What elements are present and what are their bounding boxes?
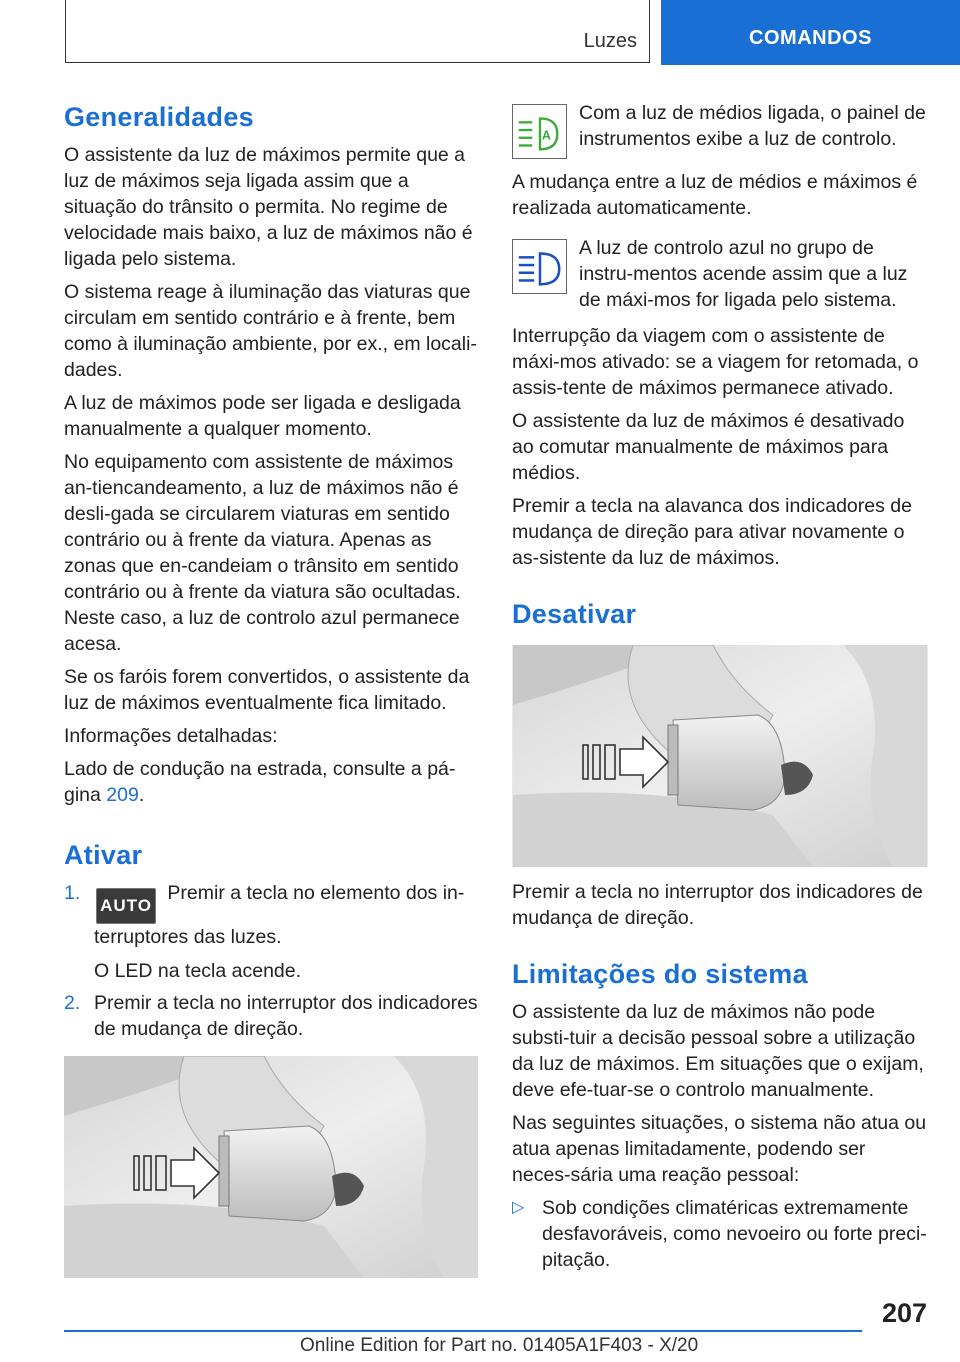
list-item-text: Sob condições climatéricas extremamente desfavoráveis, como nevoeiro ou forte preci-pitação. — [542, 1197, 927, 1271]
paragraph: Nas seguintes situações, o sistema não atua ou atua apenas limitadamente, podendo ser neces-sária uma reação pessoal: — [512, 1112, 927, 1186]
paragraph: O sistema reage à iluminação das viaturas que circulam em sentido contrário e à frente, bem como à iluminação ambiente, por ex., em locali-dades. — [64, 281, 477, 381]
paragraph: Interrupção da viagem com o assistente de máxi-mos ativado: se a viagem for retomada, o assis-tente de máximos permanece ativado. — [512, 325, 919, 399]
paragraph-with-link — [64, 756, 478, 808]
paragraph: A luz de máximos pode ser ligada e desligada manualmente a qualquer momento. — [64, 392, 461, 440]
step-number: 1. — [64, 882, 81, 904]
step-subtext: O LED na tecla acende. — [94, 960, 302, 982]
footer-edition: Online Edition for Part no. 01405A1F403 - X/20 — [300, 1335, 699, 1356]
paragraph: O assistente da luz de máximos permite que a luz de máximos seja ligada assim que a situação do trânsito o permita. No regime de velocidade mais baixo, a luz de máximos não é ligada pelo sistema. — [64, 144, 473, 270]
paragraph: No equipamento com assistente de máximos an-tiencandeamento, a luz de máximos não é desli-gada se circularem viaturas em sentido contrário ou à frente da viatura. Apenas as zonas que en-candeiam o trânsito em sentido contrário ou à frente da viatura são ocultadas. Neste caso, a luz de controlo azul permanece acesa. — [64, 451, 461, 655]
high-beam-indicator-icon — [512, 239, 567, 294]
page-header — [0, 0, 960, 68]
header-section-box — [65, 0, 650, 63]
svg-text:A: A — [541, 128, 551, 143]
paragraph: O assistente da luz de máximos é desativado ao comutar manualmente de máximos para médios. — [512, 410, 905, 484]
step-text: Premir a tecla no interruptor dos indicadores de mudança de direção. — [94, 992, 478, 1040]
step-text: Premir a tecla no elemento dos in-terruptores das luzes. — [94, 882, 465, 948]
paragraph-text: Lado de condução na estrada, consulte a pá-gina — [64, 758, 456, 806]
page-number: 207 — [881, 1298, 927, 1328]
step-number: 2. — [64, 992, 81, 1014]
indicator-description: Com a luz de médios ligada, o painel de instrumentos exibe a luz de controlo. — [579, 102, 926, 150]
turn-signal-lever-illustration — [512, 645, 928, 867]
turn-signal-lever-illustration — [64, 1056, 478, 1278]
footer-divider — [64, 1330, 862, 1332]
paragraph: Premir a tecla no interruptor dos indicadores de mudança de direção. — [512, 881, 923, 929]
high-beam-assistant-indicator-icon — [512, 104, 567, 159]
indicator-row-blue — [512, 235, 928, 313]
step-1 — [64, 880, 478, 984]
auto-button-icon: AUTO — [96, 888, 156, 924]
list-item — [512, 1195, 928, 1273]
paragraph: O assistente da luz de máximos não pode substi-tuir a decisão pessoal sobre a utilização da luz de máximos. Em situações que o exijam, deve efe-tuar-se o controlo manualmente. — [512, 1001, 924, 1101]
indicator-description: A luz de controlo azul no grupo de instru-mentos acende assim que a luz de máxi-mos for ligada pelo sistema. — [579, 237, 908, 311]
triangle-bullet-icon: ▷ — [512, 1199, 525, 1216]
heading-desativar: Desativar — [512, 599, 637, 629]
heading-limitacoes: Limitações do sistema — [512, 959, 808, 989]
heading-generalidades: Generalidades — [64, 102, 254, 132]
paragraph: Informações detalhadas: — [64, 725, 278, 747]
page-link[interactable]: 209 — [106, 784, 139, 806]
paragraph-end: . — [138, 784, 145, 806]
step-2 — [64, 990, 478, 1042]
paragraph: A mudança entre a luz de médios e máximos é realizada automaticamente. — [512, 171, 918, 219]
paragraph: Se os faróis forem convertidos, o assistente da luz de máximos eventualmente fica limitado. — [64, 666, 470, 714]
left-column — [64, 100, 478, 1278]
header-section-title: Luzes — [583, 30, 637, 52]
indicator-row-green — [512, 100, 928, 159]
header-chapter-tab: COMANDOS — [661, 0, 960, 65]
paragraph: Premir a tecla na alavanca dos indicadores de mudança de direção para ativar novamente o as-sistente da luz de máximos. — [512, 495, 912, 569]
heading-ativar: Ativar — [64, 840, 143, 870]
right-column — [512, 100, 928, 1279]
